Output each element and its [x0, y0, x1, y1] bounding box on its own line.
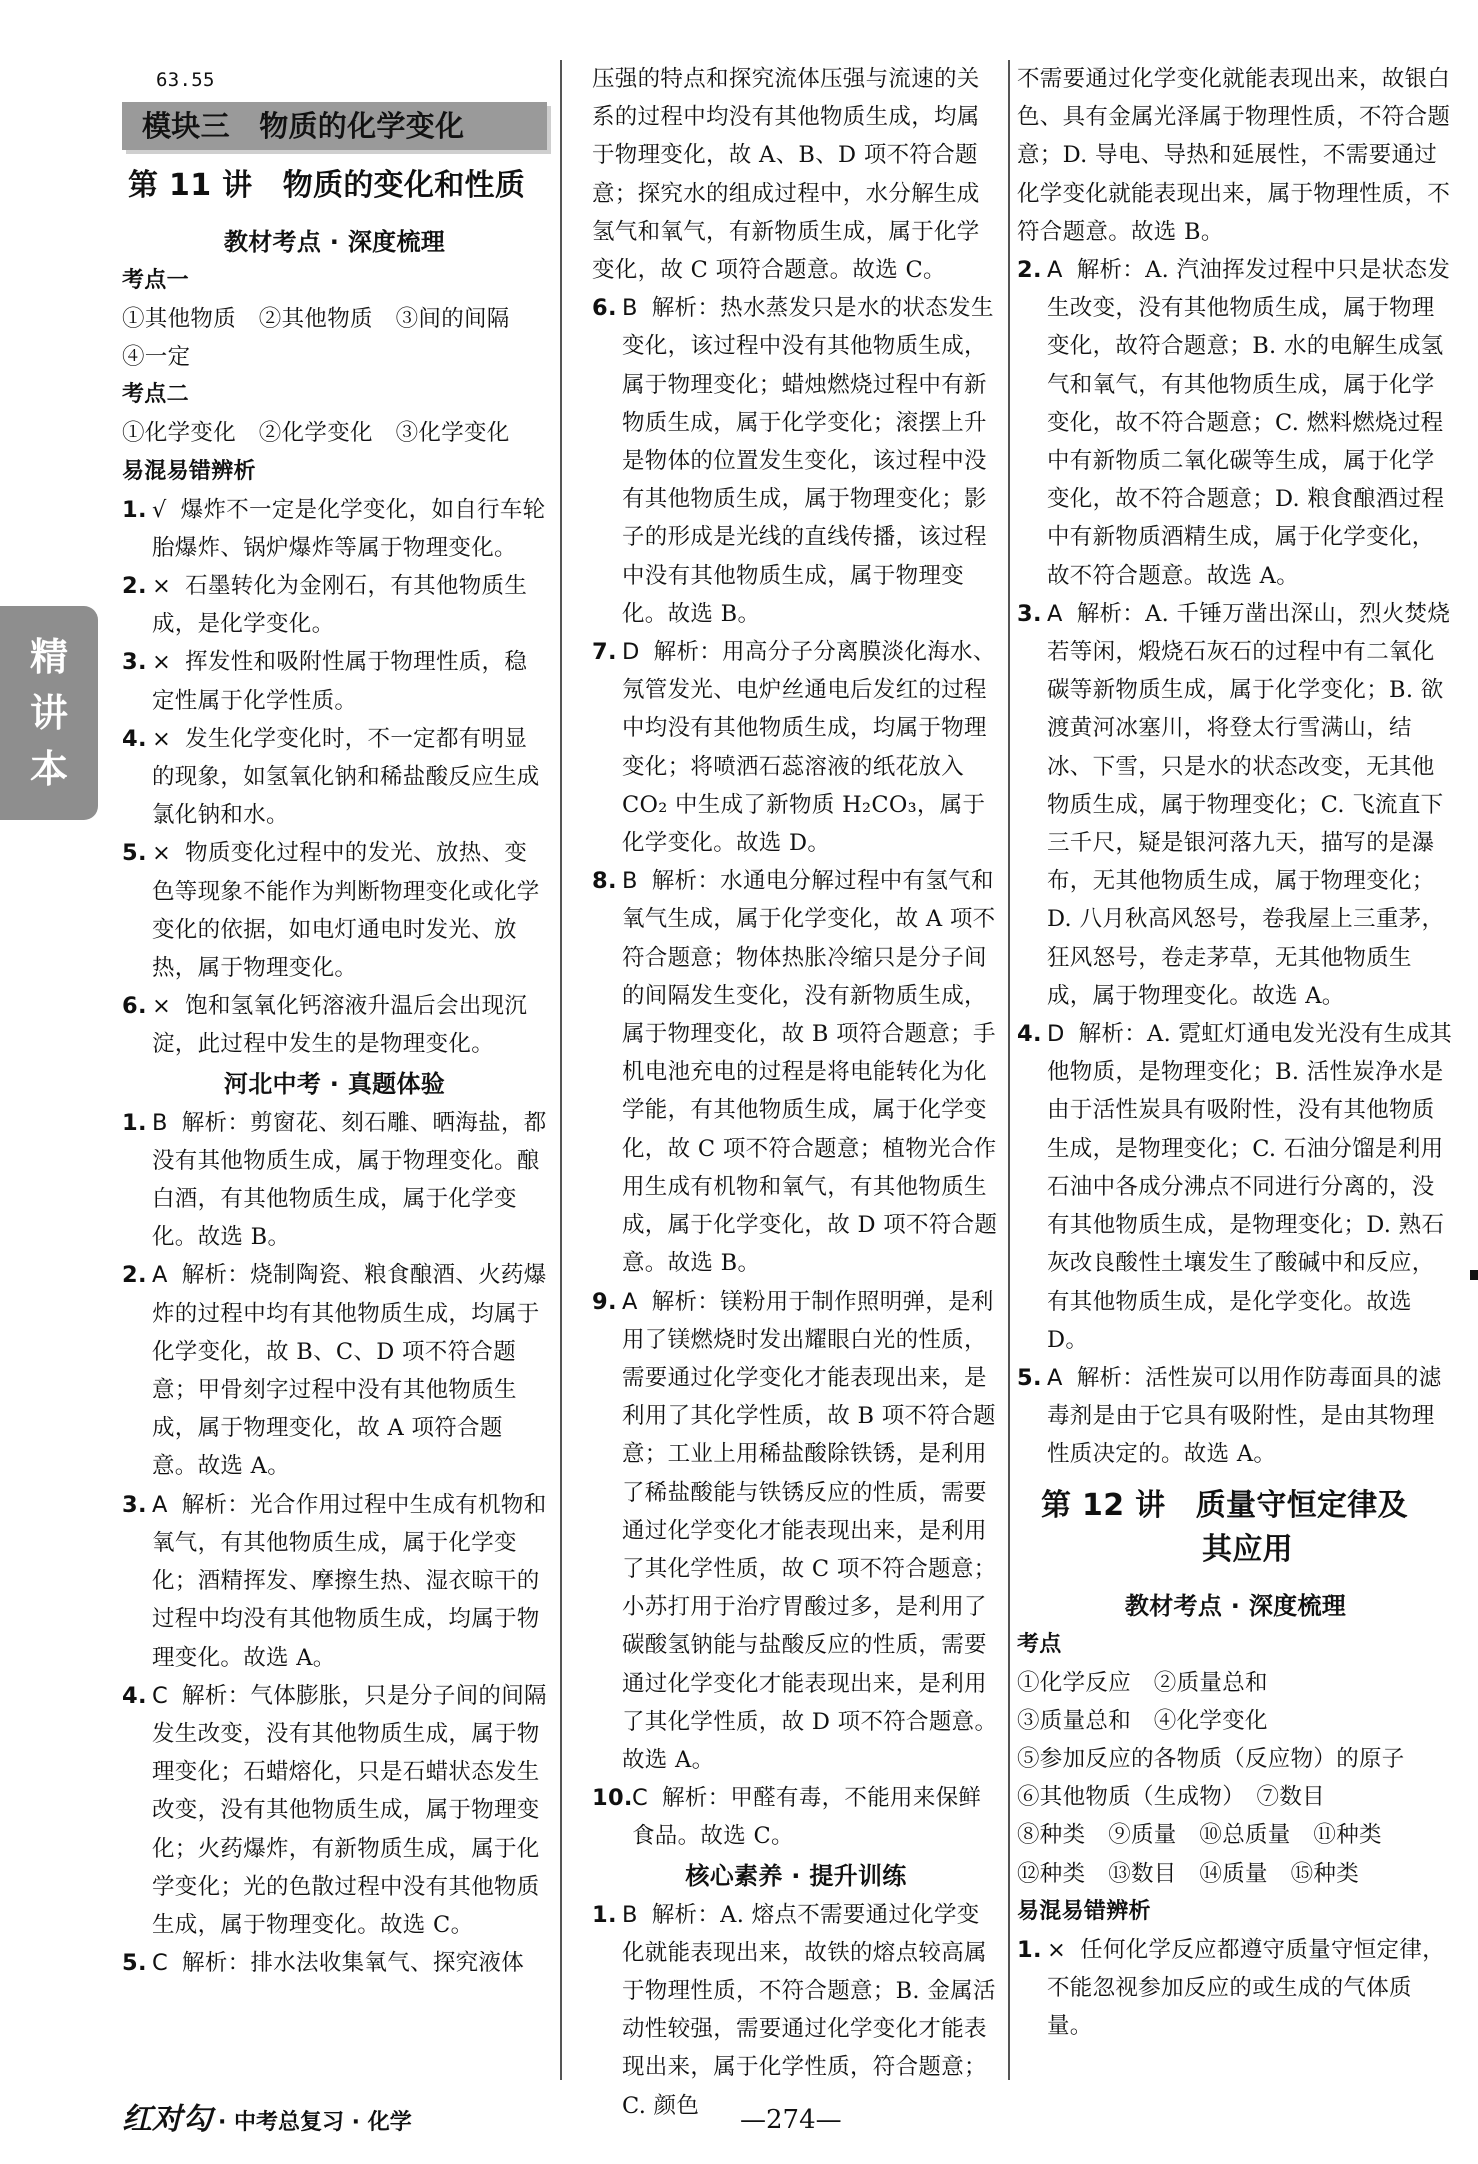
item-text: 解析：用高分子分离膜淡化海水、氖管发光、电炉丝通电后发红的过程中均没有其他物质生成，均属于物理变化；将喷洒石蕊溶液的纸花放入 CO₂ 中生成了新物质 H₂CO₃，属于化学变化。故选 D。 [622, 639, 996, 857]
item-mark: B [152, 1109, 168, 1136]
item-mark: × [152, 573, 172, 600]
list-item [122, 643, 547, 719]
list-item [1017, 1015, 1454, 1359]
page-number: —274— [740, 2105, 842, 2135]
item-mark: A [152, 1262, 168, 1289]
item-number: 5. [122, 840, 147, 867]
item-mark: B [622, 868, 638, 895]
item-text: 解析：光合作用过程中生成有机物和氧气，有其他物质生成，属于化学变化；酒精挥发、摩擦生热、湿衣晾干的过程中均没有其他物质生成，均属于物理变化。故选 A。 [152, 1491, 547, 1671]
list-item [592, 1896, 1000, 2125]
list-item [122, 491, 547, 567]
lecture-title-line: 第 12 讲 质量守恒定律及 [1041, 1487, 1408, 1523]
kp-label: 考点一 [122, 268, 189, 293]
item-mark: D [1047, 1021, 1065, 1048]
item-text: 解析：A. 汽油挥发过程中只是状态发生改变，没有其他物质生成，属于物理变化，故符合题意；B. 水的电解生成氢气和氧气，有其他物质生成，属于化学变化，故不符合题意；C. 燃料燃烧过程中有新物质二氧化碳等生成，属于化学变化，故不符合题意；D. 粮食酿酒过程中有新物质酒精生成，属于化学变化，故不符合题意。故选 A。 [1047, 257, 1451, 589]
item-text: 饱和氢氧化钙溶液升温后会出现沉淀，此过程中发生的是物理变化。 [152, 993, 528, 1058]
page-footer [122, 2100, 1452, 2140]
item-text: 解析：烧制陶瓷、粮食酿酒、火药爆炸的过程中均有其他物质生成，均属于化学变化，故 B、C、D 项不符合题意；甲骨刻字过程中没有其他物质生成，属于物理变化，故 A 项符合题意。故选 A。 [152, 1262, 547, 1480]
side-tab [0, 606, 98, 820]
list-item [122, 1104, 547, 1257]
item-mark: D [622, 639, 640, 666]
item-number: 1. [122, 496, 147, 523]
kp-label: 考点 [1017, 1631, 1062, 1657]
column-divider [560, 60, 562, 2080]
kp-line: ⑧种类 ⑨质量 ⑩总质量 ⑪种类 [1017, 1822, 1382, 1849]
column-2 [592, 60, 1000, 2125]
item-text: 爆炸不一定是化学变化，如自行车轮胎爆炸、锅炉爆炸等属于物理变化。 [152, 496, 546, 561]
item-mark: C [632, 1785, 649, 1812]
item-number: 6. [592, 295, 617, 322]
lecture-title: 第 11 讲 物质的变化和性质 [128, 168, 526, 203]
kp-line: ④一定 [122, 344, 191, 371]
item-number: 3. [122, 1491, 147, 1518]
item-mark: √ [152, 496, 167, 523]
item-mark: C [152, 1682, 169, 1709]
kp-line: ①化学变化 ②化学变化 ③化学变化 [122, 420, 510, 447]
item-text: 解析：水通电分解过程中有氢气和氧气生成，属于化学变化，故 A 项不符合题意；物体热胀冷缩只是分子间的间隔发生变化，没有新物质生成，属于物理变化，故 B 项符合题意；手机电池充电的过程是将电能转化为化学能，有其他物质生成，属于化学变化，故 C 项不符合题意；植物光合作用生成有机物和氧气，有其他物质生成，属于化学变化，故 D 项不符合题意。故选 B。 [622, 868, 998, 1277]
edge-mark [1470, 1270, 1478, 1280]
kp-line: ⑥其他物质（生成物） ⑦数目 [1017, 1784, 1325, 1811]
list-item [592, 1779, 1000, 1855]
item-text: 石墨转化为金刚石，有其他物质生成，是化学变化。 [152, 573, 528, 638]
item-text: 解析：剪窗花、刻石雕、晒海盐，都没有其他物质生成，属于物理变化。酿白酒，有其他物质生成，属于化学变化。故选 B。 [152, 1109, 547, 1251]
item-mark: × [152, 649, 172, 676]
item-text: 解析：活性炭可以用作防毒面具的滤毒剂是由于它具有吸附性，是由其物理性质决定的。故选 A。 [1047, 1364, 1442, 1468]
list-item [1017, 1359, 1454, 1474]
list-item [122, 987, 547, 1063]
confusion-label: 易混易错辨析 [122, 458, 256, 484]
kp-line: ⑫种类 ⑬数目 ⑭质量 ⑮种类 [1017, 1860, 1360, 1887]
item-mark: × [152, 725, 172, 752]
item-text: 任何化学反应都遵守质量守恒定律，不能忽视参加反应的或生成的气体质量。 [1047, 1936, 1445, 2040]
lecture-title-line: 其应用 [1202, 1531, 1293, 1567]
item-mark: A [1047, 600, 1063, 627]
confusion-label: 易混易错辨析 [1017, 1898, 1151, 1924]
list-item [592, 862, 1000, 1282]
item-mark: B [622, 295, 638, 322]
item-number: 4. [122, 725, 147, 752]
item-number: 4. [1017, 1021, 1042, 1048]
kp-label: 考点二 [122, 382, 189, 408]
item-text: 解析：A. 千锤万凿出深山，烈火焚烧若等闲，煅烧石灰石的过程中有二氧化碳等新物质生成，属于化学变化；B. 欲渡黄河冰塞川，将登太行雪满山，结冰、下雪，只是水的状态改变，无其他物质生成，属于物理变化；C. 飞流直下三千尺，疑是银河落九天，描写的是瀑布，无其他物质生成，属于物理变化；D. 八月秋高风怒号，卷我屋上三重茅，狂风怒号，卷走茅草，无其他物质生成，属于物理变化。故选 A。 [1047, 600, 1451, 1009]
item-text: 解析：气体膨胀，只是分子间的间隔发生改变，没有其他物质生成，属于物理变化；石蜡熔化，只是石蜡状态发生改变，没有其他物质生成，属于物理变化；火药爆炸，有新物质生成，属于化学变化；光的色散过程中没有其他物质生成，属于物理变化。故选 C。 [152, 1682, 547, 1938]
lecture-title [1041, 1484, 1454, 1572]
item-number: 10. [592, 1785, 633, 1812]
column-divider [1008, 60, 1010, 2080]
section-heading: 教材考点 · 深度梳理 [1124, 1591, 1347, 1620]
section-heading: 教材考点 · 深度梳理 [223, 228, 446, 256]
item-text: 物质变化过程中的发光、放热、变色等现象不能作为判断物理变化或化学变化的依据，如电灯通电时发光、放热，属于物理变化。 [152, 840, 540, 982]
item-number: 3. [1017, 600, 1042, 627]
list-item [122, 834, 547, 987]
column-3 [1017, 60, 1454, 2045]
list-item [122, 1486, 547, 1677]
item-text: 解析：排水法收集氧气、探究液体 [182, 1950, 525, 1977]
item-text: 解析：A. 霓虹灯通电发光没有生成其他物质，是物理变化；B. 活性炭净水是由于活性炭具有吸附性，没有其他物质生成，是物理变化；C. 石油分馏是利用石油中各成分沸点不同进行分离的，没有其他物质生成，是物理变化；D. 熟石灰改良酸性土壤发生了酸碱中和反应，有其他物质生成，是化学变化。故选 D。 [1047, 1021, 1453, 1353]
section-heading: 核心素养 · 提升训练 [685, 1861, 907, 1890]
side-tab-char: 讲 [29, 691, 68, 735]
item-mark: A [1047, 257, 1063, 284]
series-title: · 中考总复习 · 化学 [218, 2110, 412, 2135]
list-item [122, 1256, 547, 1485]
continued-text: 压强的特点和探究流体压强与流速的关系的过程中均没有其他物质生成，均属于物理变化，故 A、B、D 项不符合题意；探究水的组成过程中，水分解生成氢气和氧气，有新物质生成，属于化学变化，故 C 项符合题意。故选 C。 [592, 66, 980, 284]
item-text: 解析：甲醛有毒，不能用来保鲜食品。故选 C。 [632, 1785, 982, 1850]
item-mark: A [622, 1288, 638, 1315]
top-number: 63.55 [156, 69, 215, 91]
item-number: 2. [122, 573, 147, 600]
kp-line: ③质量总和 ④化学变化 [1017, 1707, 1268, 1734]
item-number: 2. [1017, 257, 1042, 284]
list-item [122, 1944, 547, 1982]
list-item [592, 289, 1000, 633]
item-text: 解析：热水蒸发只是水的状态发生变化，该过程中没有其他物质生成，属于物理变化；蜡烛燃烧过程中有新物质生成，属于化学变化；滚摆上升是物体的位置发生变化，该过程中没有其他物质生成，属于物理变化；影子的形成是光线的直线传播，该过程中没有其他物质生成，属于物理变化。故选 B。 [622, 295, 994, 627]
list-item [122, 1677, 547, 1944]
item-text: 挥发性和吸附性属于物理性质，稳定性属于化学性质。 [152, 649, 528, 714]
item-number: 2. [122, 1262, 147, 1289]
item-text: 解析：镁粉用于制作照明弹，是利用了镁燃烧时发出耀眼白光的性质，需要通过化学变化才能表现出来，是利用了其化学性质，故 B 项不符合题意；工业上用稀盐酸除铁锈，是利用了稀盐酸能与铁锈反应的性质，需要通过化学变化才能表现出来，是利用了其化学性质，故 C 项不符合题意；小苏打用于治疗胃酸过多，是利用了碳酸氢钠能与盐酸反应的性质，需要通过化学变化才能表现出来，是利用了其化学性质，故 D 项不符合题意。故选 A。 [622, 1288, 998, 1773]
item-number: 9. [592, 1288, 617, 1315]
list-item [592, 633, 1000, 862]
item-mark: × [1047, 1936, 1067, 1963]
continued-text: 不需要通过化学变化就能表现出来，故银白色、具有金属光泽属于物理性质，不符合题意；D. 导电、导热和延展性，不需要通过化学变化就能表现出来，属于物理性质，不符合题意。故选 B。 [1017, 66, 1451, 245]
list-item [122, 720, 547, 835]
list-item [1017, 595, 1454, 1015]
item-number: 4. [122, 1682, 147, 1709]
kp-line: ①其他物质 ②其他物质 ③间的间隔 [122, 306, 510, 332]
item-number: 1. [122, 1109, 147, 1136]
item-text: 发生化学变化时，不一定都有明显的现象，如氢氧化钠和稀盐酸反应生成氯化钠和水。 [152, 725, 540, 829]
item-mark: A [1047, 1364, 1063, 1391]
brand-logo: 红对勾 [122, 2102, 212, 2137]
module-title: 模块三 物质的化学变化 [122, 102, 547, 150]
side-tab-char: 精 [29, 635, 68, 679]
list-item [1017, 1931, 1454, 2046]
item-number: 6. [122, 993, 147, 1020]
item-mark: × [152, 840, 172, 867]
list-item [122, 567, 547, 643]
item-text: 解析：A. 熔点不需要通过化学变化就能表现出来，故铁的熔点较高属于物理性质，不符合题意；B. 金属活动性较强，需要通过化学变化才能表现出来，属于化学性质，符合题意；C. 颜色 [622, 1901, 996, 2119]
item-mark: × [152, 993, 172, 1020]
list-item [1017, 251, 1454, 595]
kp-line: ①化学反应 ②质量总和 [1017, 1669, 1268, 1696]
item-mark: B [622, 1901, 638, 1928]
item-number: 7. [592, 639, 617, 666]
item-number: 1. [592, 1901, 617, 1928]
item-number: 5. [122, 1950, 147, 1977]
item-number: 3. [122, 649, 147, 676]
item-mark: C [152, 1950, 169, 1977]
item-number: 1. [1017, 1936, 1042, 1963]
kp-line: ⑤参加反应的各物质（反应物）的原子 [1017, 1745, 1405, 1772]
item-mark: A [152, 1491, 168, 1518]
item-number: 8. [592, 868, 617, 895]
list-item [592, 1283, 1000, 1780]
section-heading: 河北中考 · 真题体验 [223, 1069, 446, 1098]
column-1 [122, 66, 547, 1982]
item-number: 5. [1017, 1364, 1042, 1391]
side-tab-char: 本 [29, 747, 68, 791]
